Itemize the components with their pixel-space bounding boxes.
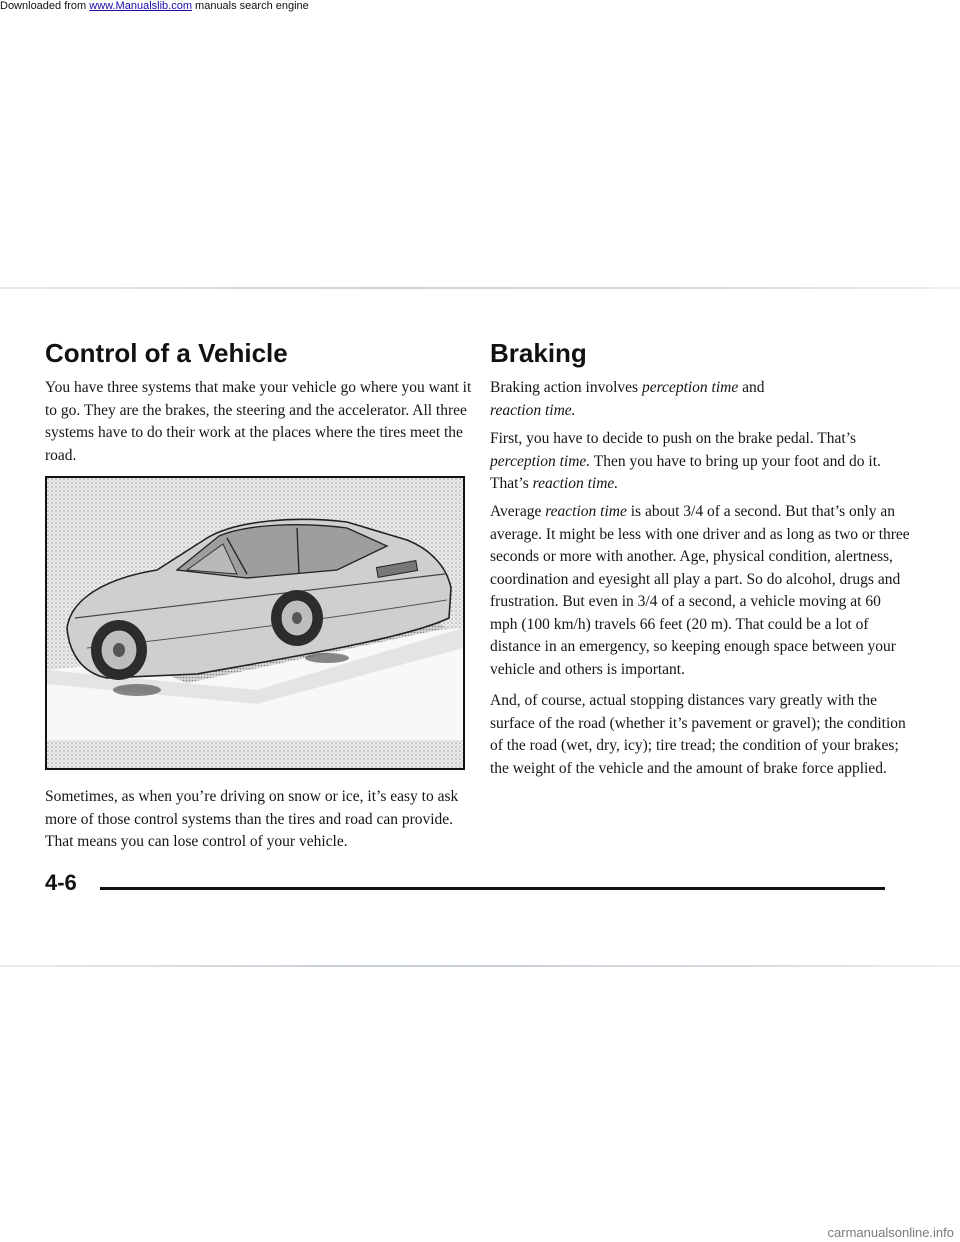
- average-reaction-paragraph: Average reaction time is about 3/4 of a second. But that’s only an average. It might be less with one driver and as long as two or three seconds or more with another. Age, physical condition, alertness, coordination and eyesight all play a part. So do alcohol, drugs and frustration. But even in 3/4 of a second, a vehicle moving at 60 mph (100 km/h) travels 66 feet (20 m). That could be a lot of distance in an emergency, so keeping enough space between your vehicle and others is important.: [490, 503, 910, 678]
- manualslib-link[interactable]: www.Manualslib.com: [89, 0, 192, 12]
- front-wheel: [91, 620, 147, 680]
- rear-wheel: [271, 590, 323, 646]
- top-scan-rule: [0, 287, 960, 289]
- braking-intro-paragraph: Braking action involves perception time and reaction time.: [490, 379, 765, 419]
- braking-heading: Braking: [490, 338, 587, 368]
- download-header: [0, 0, 960, 16]
- stopping-distance-paragraph: And, of course, actual stopping distances vary greatly with the surface of the road (whether it’s pavement or gravel); the condition of the road (wet, dry, icy); tire tread; the condition of your brakes; the weight of the vehicle and the amount of brake force applied.: [490, 692, 906, 777]
- control-intro-paragraph: You have three systems that make your vehicle go where you want it to go. They are the brakes, the steering and the accelerator. All three systems have to do their work at the places where the tires meet the road.: [45, 379, 472, 464]
- vehicle-on-road-illustration: [45, 476, 465, 770]
- site-watermark: carmanualsonline.info: [827, 1225, 954, 1240]
- perception-reaction-paragraph: First, you have to decide to push on the brake pedal. That’s perception time. Then you have to bring up your foot and do it. That’s reaction time.: [490, 430, 881, 492]
- control-warning-paragraph: Sometimes, as when you’re driving on snow or ice, it’s easy to ask more of those control systems than the tires and road can provide. That means you can lose control of your vehicle.: [45, 788, 459, 850]
- header-prefix: Downloaded from: [0, 0, 90, 12]
- page-footer-rule: [100, 887, 885, 890]
- control-of-vehicle-heading: Control of a Vehicle: [45, 338, 288, 368]
- page-number: 4-6: [45, 870, 77, 895]
- bottom-scan-rule: [0, 965, 960, 967]
- header-suffix: manuals search engine: [191, 0, 309, 12]
- car-illustration-svg: [47, 478, 463, 768]
